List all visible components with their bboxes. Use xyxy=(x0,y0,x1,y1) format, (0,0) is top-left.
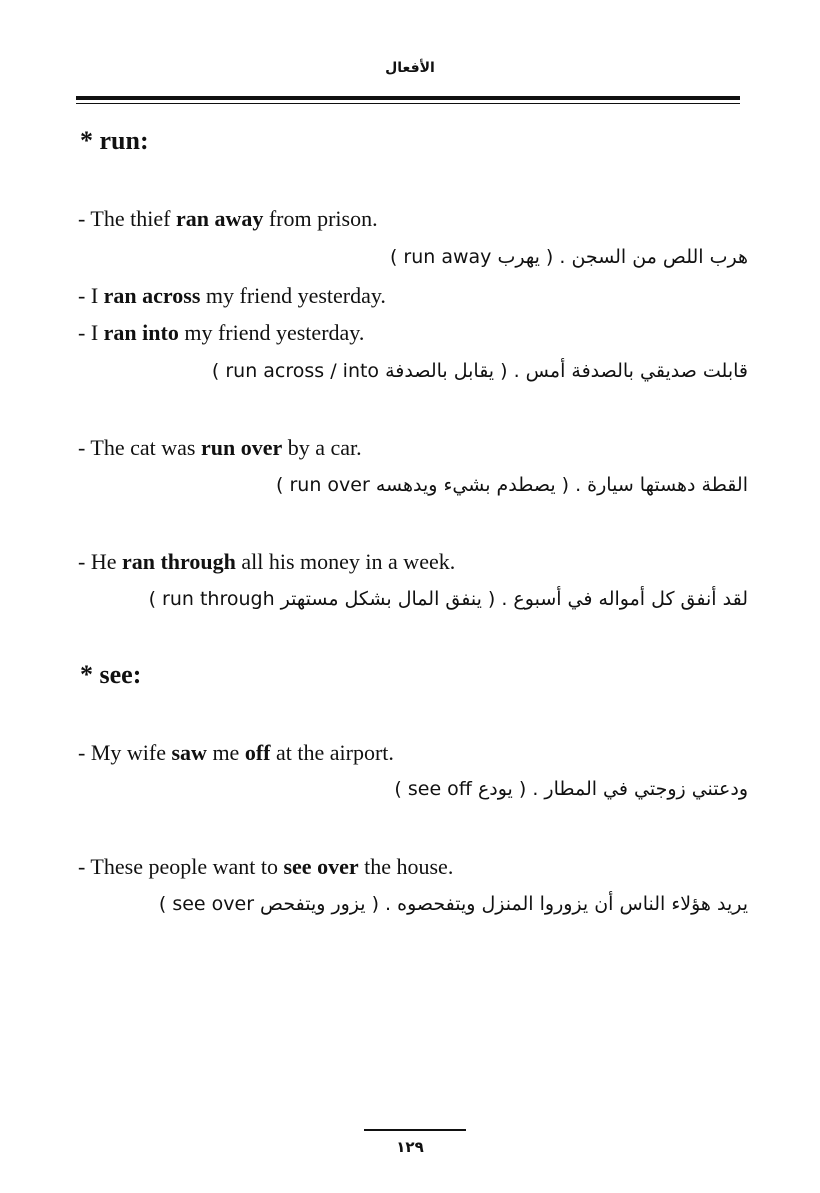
page-number: ١٢٩ xyxy=(396,1138,424,1156)
example-see-off: - My wife saw me off at the airport. xyxy=(78,740,394,765)
example-run-into: - I ran into my friend yesterday. xyxy=(78,320,365,345)
example-run-through: - He ran through all his money in a week. xyxy=(78,549,456,574)
section-title-see: * see: xyxy=(80,660,142,689)
section-title-run: * run: xyxy=(80,126,149,155)
translation-run-over: القطة دهستها سيارة . ( يصطدم بشيء ويدهسه run over ) xyxy=(276,474,748,496)
translation-see-off: ودعتني زوجتي في المطار . ( يودع see off ) xyxy=(394,778,748,800)
header-rule-thin xyxy=(76,103,740,104)
header-rule-thick xyxy=(76,96,740,100)
translation-see-over: يريد هؤلاء الناس أن يزوروا المنزل ويتفحصوه . ( يزور ويتفحص see over ) xyxy=(158,893,748,915)
translation-run-away: هرب اللص من السجن . ( يهرب run away ) xyxy=(389,246,748,268)
example-run-away: - The thief ran away from prison. xyxy=(78,206,378,231)
example-run-across: - I ran across my friend yesterday. xyxy=(78,283,386,308)
footer-rule xyxy=(364,1129,466,1131)
running-header: الأفعال xyxy=(385,60,435,76)
example-run-over: - The cat was run over by a car. xyxy=(78,435,362,460)
example-see-over: - These people want to see over the house. xyxy=(78,854,454,879)
translation-run-through: لقد أنفق كل أمواله في أسبوع . ( ينفق المال بشكل مستهتر run through ) xyxy=(148,588,748,610)
translation-run-across-into: قابلت صديقي بالصدفة أمس . ( يقابل بالصدفة run across / into ) xyxy=(211,360,748,382)
